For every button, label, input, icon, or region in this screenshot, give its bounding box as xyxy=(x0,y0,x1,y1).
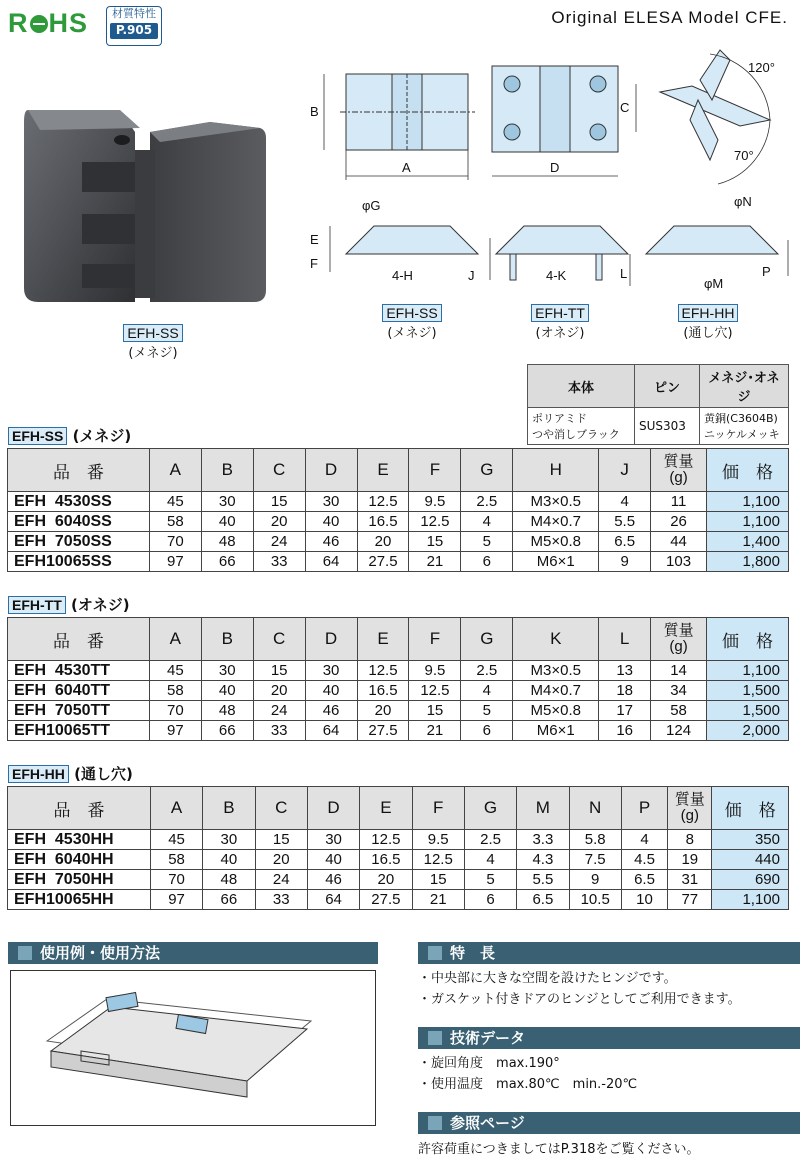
cell: 15 xyxy=(255,830,307,850)
section-ss-tag: EFH-SS xyxy=(8,427,67,445)
cell: 12.5 xyxy=(357,492,409,512)
cell: 45 xyxy=(150,830,202,850)
cell: 5 xyxy=(464,870,516,890)
rohs-logo: R HS xyxy=(8,8,89,38)
cell: 6.5 xyxy=(517,890,569,910)
cell: 40 xyxy=(201,681,253,701)
usage-header: 使用例・使用方法 xyxy=(8,942,378,964)
dimension-labels xyxy=(300,40,800,300)
reference-header: 参照ページ xyxy=(418,1112,800,1134)
table-row xyxy=(8,870,789,890)
material-table xyxy=(527,364,789,445)
col-mass xyxy=(651,618,707,661)
tech-list xyxy=(418,1053,798,1095)
spec-table-hh xyxy=(7,786,789,910)
features-list xyxy=(418,968,798,1010)
cell: 34 xyxy=(651,681,707,701)
col-mass xyxy=(668,787,712,830)
table-row xyxy=(8,681,789,701)
badge-page: P.905 xyxy=(110,23,158,39)
section-hh-tag: EFH-HH xyxy=(8,765,69,783)
col-mass-label: 質量 xyxy=(674,790,705,808)
cell: 33 xyxy=(253,721,305,741)
cell: 48 xyxy=(201,532,253,552)
col-c: C xyxy=(255,787,307,830)
caption-hh-sub: (通し穴) xyxy=(683,326,733,341)
dim-f: F xyxy=(310,256,318,271)
table-row xyxy=(8,850,789,870)
cell: 97 xyxy=(149,721,201,741)
part-number: EFH 6040SS xyxy=(8,512,150,532)
cell: 30 xyxy=(203,830,255,850)
cell: 14 xyxy=(651,661,707,681)
cell: 66 xyxy=(201,552,253,572)
cell: 24 xyxy=(255,870,307,890)
cell: 33 xyxy=(255,890,307,910)
feature-item: ・中央部に大きな空間を設けたヒンジです。 xyxy=(418,971,677,986)
cell: 15 xyxy=(409,701,461,721)
col-f: F xyxy=(409,449,461,492)
price-cell: 1,100 xyxy=(712,890,789,910)
part-number: EFH10065SS xyxy=(8,552,150,572)
cell: 12.5 xyxy=(409,681,461,701)
col-e: E xyxy=(360,787,412,830)
dim-p: P xyxy=(762,264,771,279)
cell: 26 xyxy=(651,512,707,532)
cell: 11 xyxy=(651,492,707,512)
cell: 8 xyxy=(668,830,712,850)
cell: M6×1 xyxy=(513,721,599,741)
cell: M4×0.7 xyxy=(513,681,599,701)
cell: 15 xyxy=(409,532,461,552)
dim-4h: 4-H xyxy=(392,268,413,283)
col-f: F xyxy=(409,618,461,661)
caption-ss xyxy=(372,304,452,341)
col-a: A xyxy=(150,787,202,830)
cell: 12.5 xyxy=(357,661,409,681)
col-part: 品 番 xyxy=(8,449,150,492)
cell: 97 xyxy=(149,552,201,572)
cell: 58 xyxy=(651,701,707,721)
cell: 19 xyxy=(668,850,712,870)
photo-tag: EFH-SS xyxy=(123,324,182,342)
price-cell: 1,800 xyxy=(707,552,789,572)
col-c: C xyxy=(253,618,305,661)
mat-body-line2: つや消しブラック xyxy=(532,428,620,441)
cell: 46 xyxy=(307,870,359,890)
section-hh-sub: (通し穴) xyxy=(74,765,133,783)
mat-body xyxy=(528,408,635,445)
col-price: 価 格 xyxy=(707,618,789,661)
cell: 30 xyxy=(201,661,253,681)
cell: 21 xyxy=(412,890,464,910)
cell: 9 xyxy=(569,870,621,890)
cell: 64 xyxy=(305,552,357,572)
cell: 64 xyxy=(307,890,359,910)
cell: 70 xyxy=(149,701,201,721)
price-cell: 1,100 xyxy=(707,512,789,532)
cell: 16.5 xyxy=(357,512,409,532)
dim-b: B xyxy=(310,104,319,119)
cell: 33 xyxy=(253,552,305,572)
part-number: EFH10065HH xyxy=(8,890,151,910)
cell: 64 xyxy=(305,721,357,741)
caption-tt xyxy=(520,304,600,341)
table-row xyxy=(8,830,789,850)
cell: M4×0.7 xyxy=(513,512,599,532)
cell: 70 xyxy=(149,532,201,552)
col-a: A xyxy=(149,449,201,492)
mat-thread xyxy=(700,408,789,445)
cell: 5.5 xyxy=(517,870,569,890)
cell: M3×0.5 xyxy=(513,661,599,681)
cell: 48 xyxy=(203,870,255,890)
part-number: EFH 4530TT xyxy=(8,661,150,681)
section-tt-tag: EFH-TT xyxy=(8,596,66,614)
cell: 12.5 xyxy=(360,830,412,850)
usage-illustration xyxy=(10,970,376,1126)
price-cell: 1,400 xyxy=(707,532,789,552)
dim-c: C xyxy=(620,100,630,115)
cell: 9 xyxy=(599,552,651,572)
table-row xyxy=(8,701,789,721)
dim-a: A xyxy=(402,160,411,175)
temperature-label: ・使用温度 xyxy=(418,1077,484,1092)
cell: 21 xyxy=(409,552,461,572)
cell: 20 xyxy=(357,701,409,721)
caption-ss-tag: EFH-SS xyxy=(382,304,441,322)
cell: 58 xyxy=(149,681,201,701)
cell: 10.5 xyxy=(569,890,621,910)
table-row xyxy=(8,661,789,681)
cell: 4.3 xyxy=(517,850,569,870)
col-d: D xyxy=(305,449,357,492)
price-cell: 1,100 xyxy=(707,661,789,681)
col-mass xyxy=(651,449,707,492)
cell: 6 xyxy=(464,890,516,910)
cell: 40 xyxy=(305,512,357,532)
col-g: G xyxy=(464,787,516,830)
table-row xyxy=(8,492,789,512)
cell: 70 xyxy=(150,870,202,890)
dim-phi-g: φG xyxy=(362,198,381,213)
cell: 20 xyxy=(253,681,305,701)
col-m: M xyxy=(517,787,569,830)
caption-hh-tag: EFH-HH xyxy=(678,304,739,322)
cell: M6×1 xyxy=(513,552,599,572)
cell: 5.5 xyxy=(599,512,651,532)
cell: 21 xyxy=(409,721,461,741)
temperature-min: min.-20℃ xyxy=(572,1077,638,1092)
section-hh-title xyxy=(8,763,133,784)
table-row xyxy=(8,890,789,910)
cell: 17 xyxy=(599,701,651,721)
col-f: F xyxy=(412,787,464,830)
cell: 15 xyxy=(253,661,305,681)
spec-table-ss xyxy=(7,448,789,572)
section-tt-sub: (オネジ) xyxy=(71,596,130,614)
cell: 31 xyxy=(668,870,712,890)
spec-table-tt xyxy=(7,617,789,741)
col-d: D xyxy=(307,787,359,830)
material-spec-badge[interactable] xyxy=(106,6,162,46)
table-row xyxy=(8,552,789,572)
col-g: G xyxy=(461,449,513,492)
caption-tt-tag: EFH-TT xyxy=(531,304,589,322)
caption-tt-sub: (オネジ) xyxy=(535,326,585,341)
dim-4k: 4-K xyxy=(546,268,567,283)
cell: 24 xyxy=(253,532,305,552)
cell: 20 xyxy=(357,532,409,552)
price-cell: 1,500 xyxy=(707,681,789,701)
cell: M5×0.8 xyxy=(513,532,599,552)
cell: 2.5 xyxy=(461,661,513,681)
cell: 40 xyxy=(307,850,359,870)
cell: 4.5 xyxy=(621,850,667,870)
price-cell: 1,500 xyxy=(707,701,789,721)
cell: 24 xyxy=(253,701,305,721)
cell: 15 xyxy=(412,870,464,890)
cell: 58 xyxy=(149,512,201,532)
section-ss-title xyxy=(8,425,131,446)
rotation-value: max.190° xyxy=(496,1056,560,1071)
cell: 124 xyxy=(651,721,707,741)
temperature-max: max.80℃ xyxy=(496,1077,560,1092)
cell: 45 xyxy=(149,492,201,512)
cell: 30 xyxy=(305,492,357,512)
col-part: 品 番 xyxy=(8,787,151,830)
part-number: EFH 4530HH xyxy=(8,830,151,850)
feature-item: ・ガスケット付きドアのヒンジとしてご利用できます。 xyxy=(418,992,741,1007)
col-b: B xyxy=(201,618,253,661)
cell: 27.5 xyxy=(357,552,409,572)
original-model-note: Original ELESA Model CFE. xyxy=(551,8,788,27)
cell: 4 xyxy=(464,850,516,870)
col-j: J xyxy=(599,449,651,492)
cell: 4 xyxy=(461,681,513,701)
cell: 46 xyxy=(305,532,357,552)
cell: 2.5 xyxy=(464,830,516,850)
cell: 40 xyxy=(203,850,255,870)
angle-70: 70° xyxy=(734,148,754,163)
part-number: EFH10065TT xyxy=(8,721,150,741)
part-number: EFH 6040HH xyxy=(8,850,151,870)
col-g: G xyxy=(461,618,513,661)
cell: 9.5 xyxy=(409,492,461,512)
col-n: N xyxy=(569,787,621,830)
mat-pin: SUS303 xyxy=(635,408,700,445)
cell: 12.5 xyxy=(409,512,461,532)
col-k: K xyxy=(513,618,599,661)
part-number: EFH 7050HH xyxy=(8,870,151,890)
cell: 4 xyxy=(621,830,667,850)
cell: 16.5 xyxy=(360,850,412,870)
col-a: A xyxy=(149,618,201,661)
cell: 16 xyxy=(599,721,651,741)
part-number: EFH 6040TT xyxy=(8,681,150,701)
hinge-photo xyxy=(10,92,268,312)
cell: 20 xyxy=(360,870,412,890)
dim-phi-m: φM xyxy=(704,276,724,291)
cell: 66 xyxy=(201,721,253,741)
mat-header-thread: メネジ･オネジ xyxy=(700,365,789,408)
cell: 9.5 xyxy=(412,830,464,850)
mat-thread-line2: ニッケルメッキ xyxy=(704,428,780,441)
cell: 10 xyxy=(621,890,667,910)
cell: 27.5 xyxy=(360,890,412,910)
price-cell: 1,100 xyxy=(707,492,789,512)
door-hinge-illustration xyxy=(11,971,375,1125)
rotation-label: ・旋回角度 xyxy=(418,1056,484,1071)
cell: 4 xyxy=(461,512,513,532)
dim-phi-n: φN xyxy=(734,194,752,209)
table-row xyxy=(8,721,789,741)
cell: 5.8 xyxy=(569,830,621,850)
features-header: 特 長 xyxy=(418,942,800,964)
price-cell: 350 xyxy=(712,830,789,850)
cell: 13 xyxy=(599,661,651,681)
cell: M5×0.8 xyxy=(513,701,599,721)
cell: 30 xyxy=(305,661,357,681)
price-cell: 690 xyxy=(712,870,789,890)
part-number: EFH 7050TT xyxy=(8,701,150,721)
table-row xyxy=(8,532,789,552)
cell: 9.5 xyxy=(409,661,461,681)
cell: 20 xyxy=(255,850,307,870)
dim-j: J xyxy=(468,268,475,283)
col-e: E xyxy=(357,449,409,492)
cell: 97 xyxy=(150,890,202,910)
col-b: B xyxy=(203,787,255,830)
cell: 18 xyxy=(599,681,651,701)
mat-body-line1: ポリアミド xyxy=(532,412,587,425)
part-number: EFH 7050SS xyxy=(8,532,150,552)
cell: 30 xyxy=(201,492,253,512)
col-d: D xyxy=(305,618,357,661)
photo-caption xyxy=(110,324,196,361)
col-p: P xyxy=(621,787,667,830)
cell: 40 xyxy=(305,681,357,701)
dim-l: L xyxy=(620,266,628,281)
col-l: L xyxy=(599,618,651,661)
mat-header-body: 本体 xyxy=(528,365,635,408)
caption-ss-sub: (メネジ) xyxy=(387,326,437,341)
tech-header: 技術データ xyxy=(418,1027,800,1049)
col-b: B xyxy=(201,449,253,492)
cell: 66 xyxy=(203,890,255,910)
cell: 16.5 xyxy=(357,681,409,701)
col-e: E xyxy=(357,618,409,661)
cell: 6 xyxy=(461,721,513,741)
cell: M3×0.5 xyxy=(513,492,599,512)
price-cell: 440 xyxy=(712,850,789,870)
cell: 4 xyxy=(599,492,651,512)
cell: 44 xyxy=(651,532,707,552)
cell: 48 xyxy=(201,701,253,721)
col-mass-label: 質量 xyxy=(663,621,694,639)
cell: 27.5 xyxy=(357,721,409,741)
mat-header-pin: ピン xyxy=(635,365,700,408)
reference-text[interactable]: 許容荷重につきましてはP.318をご覧ください。 xyxy=(418,1142,700,1157)
col-price: 価 格 xyxy=(707,449,789,492)
col-part: 品 番 xyxy=(8,618,150,661)
col-c: C xyxy=(253,449,305,492)
cell: 40 xyxy=(201,512,253,532)
cell: 6.5 xyxy=(599,532,651,552)
cell: 20 xyxy=(253,512,305,532)
dim-d: D xyxy=(550,160,560,175)
cell: 2.5 xyxy=(461,492,513,512)
part-number: EFH 4530SS xyxy=(8,492,150,512)
section-tt-title xyxy=(8,594,130,615)
cell: 7.5 xyxy=(569,850,621,870)
cell: 103 xyxy=(651,552,707,572)
angle-120: 120° xyxy=(748,60,775,75)
cell: 6.5 xyxy=(621,870,667,890)
mat-thread-line1: 黄銅(C3604B) xyxy=(704,412,778,425)
dim-e: E xyxy=(310,232,319,247)
cell: 6 xyxy=(461,552,513,572)
cell: 5 xyxy=(461,532,513,552)
table-row xyxy=(8,512,789,532)
cell: 15 xyxy=(253,492,305,512)
col-h: H xyxy=(513,449,599,492)
cell: 3.3 xyxy=(517,830,569,850)
cell: 5 xyxy=(461,701,513,721)
badge-label: 材質特性 xyxy=(112,7,156,20)
cell: 58 xyxy=(150,850,202,870)
photo-subcaption: (メネジ) xyxy=(128,346,178,361)
col-mass-unit: (g) xyxy=(680,807,699,824)
col-price: 価 格 xyxy=(712,787,789,830)
cell: 77 xyxy=(668,890,712,910)
section-ss-sub: (メネジ) xyxy=(72,427,132,445)
price-cell: 2,000 xyxy=(707,721,789,741)
cell: 46 xyxy=(305,701,357,721)
cell: 30 xyxy=(307,830,359,850)
cell: 12.5 xyxy=(412,850,464,870)
cell: 45 xyxy=(149,661,201,681)
col-mass-unit: (g) xyxy=(669,638,688,655)
col-mass-label: 質量 xyxy=(663,452,694,470)
caption-hh xyxy=(668,304,748,341)
col-mass-unit: (g) xyxy=(669,469,688,486)
